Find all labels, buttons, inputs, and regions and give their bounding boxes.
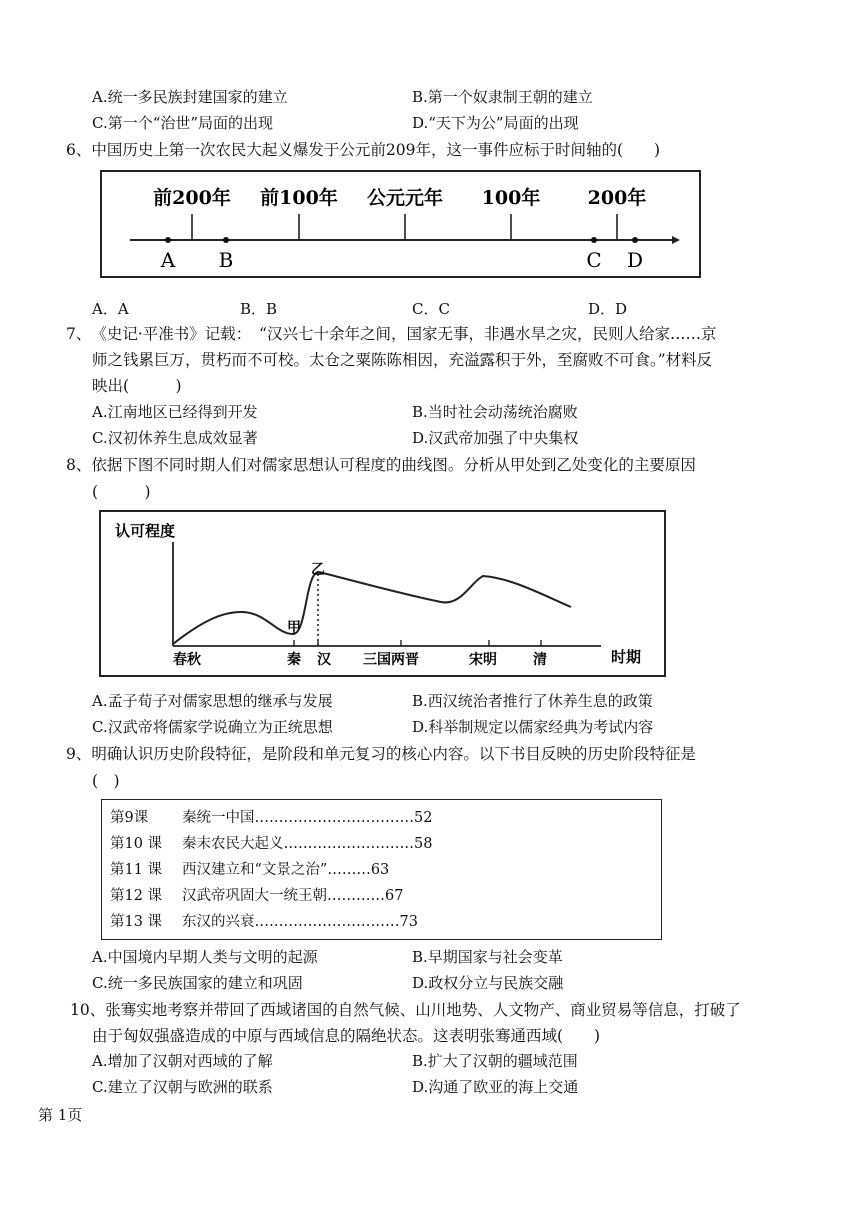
- point-label-c: C: [586, 248, 602, 272]
- q7-line2: 师之钱累巨万，贯朽而不可校。太仓之粟陈陈相因，充溢露积于外，至腐败不可食。”材料反: [92, 351, 713, 369]
- q7-option-d: D.汉武帝加强了中央集权: [412, 429, 579, 447]
- q8-option-d: D.科举制规定以儒家经典为考试内容: [412, 718, 654, 736]
- q6-option-b: B．B: [240, 300, 278, 318]
- q9-line1: 9、明确认识历史阶段特征，是阶段和单元复习的核心内容。以下书目反映的历史阶段特征是: [66, 745, 696, 763]
- period-label-3: 三国两晋: [363, 652, 419, 668]
- tick-label-2: 公元元年: [366, 187, 444, 209]
- x-axis-label: 时期: [611, 648, 642, 666]
- point-d: [632, 237, 638, 243]
- q9-toc-box: [101, 799, 662, 940]
- q6-stem: 6、中国历史上第一次农民大起义爆发于公元前209年，这一事件应标于时间轴的( ): [66, 141, 661, 159]
- q7-option-b: B.当时社会动荡统治腐败: [412, 403, 578, 421]
- q8-line1: 8、依据下图不同时期人们对儒家思想认可程度的曲线图。分析从甲处到乙处变化的主要原因: [66, 456, 696, 474]
- point-a: [165, 237, 171, 243]
- q8-curve-svg: [101, 512, 664, 675]
- q9-option-b: B.早期国家与社会变革: [412, 948, 563, 966]
- point-b: [223, 237, 229, 243]
- tick-label-1: 前100年: [260, 187, 338, 209]
- q6-option-d: D．D: [588, 300, 628, 318]
- point-c: [591, 237, 597, 243]
- q6-option-a: A．A: [92, 300, 129, 318]
- tick-label-0: 前200年: [153, 187, 231, 209]
- point-label-b: B: [218, 248, 234, 272]
- q8-option-b: B.西汉统治者推行了休养生息的政策: [412, 692, 653, 710]
- q10-option-b: B.扩大了汉朝的疆域范围: [412, 1052, 578, 1070]
- q5-option-b: B.第一个奴隶制王朝的建立: [412, 88, 593, 106]
- q8-curve-figure: [99, 510, 666, 677]
- timeline-svg: [102, 172, 699, 276]
- period-label-2: 汉: [317, 652, 331, 668]
- q10-line2: 由于匈奴强盛造成的中原与西域信息的隔绝状态。这表明张骞通西域( ): [92, 1027, 601, 1045]
- q10-option-c: C.建立了汉朝与欧洲的联系: [92, 1078, 273, 1096]
- toc-row: 第11 课 西汉建立和“文景之治”………63: [110, 862, 390, 878]
- q7-option-c: C.汉初休养生息成效显著: [92, 429, 258, 447]
- q5-option-a: A.统一多民族封建国家的建立: [92, 88, 288, 106]
- point-label-a: A: [160, 248, 176, 272]
- period-label-4: 宋明: [469, 652, 497, 668]
- q8-option-c: C.汉武帝将儒家学说确立为正统思想: [92, 718, 333, 736]
- q9-option-c: C.统一多民族国家的建立和巩固: [92, 974, 303, 992]
- page-number: 第 1页: [38, 1106, 83, 1124]
- q10-option-d: D.沟通了欧亚的海上交通: [412, 1078, 579, 1096]
- q8-line2: ( ): [92, 483, 151, 501]
- q5-option-c: C.第一个“治世”局面的出现: [92, 114, 274, 132]
- q9-option-a: A.中国境内早期人类与文明的起源: [92, 948, 318, 966]
- q10-line1: 10、张骞实地考察并带回了西域诸国的自然气候、山川地势、人文物产、商业贸易等信息，打破了: [70, 1001, 741, 1019]
- q5-option-d: D.“天下为公”局面的出现: [412, 114, 579, 132]
- toc-row: 第10 课 秦末农民大起义………………………58: [110, 836, 433, 852]
- q7-line1: 7、 《史记·平准书》记载： “汉兴七十余年之间，国家无事，非遇水旱之灾，民则人给家……京: [66, 325, 717, 343]
- q9-line2: ( ): [92, 772, 120, 790]
- period-label-1: 秦: [287, 652, 301, 668]
- q9-option-d: D.政权分立与民族交融: [412, 974, 564, 992]
- acceptance-curve: [173, 572, 571, 644]
- point-label-d: D: [626, 248, 644, 272]
- toc-row: 第13 课 东汉的兴衰…………………………73: [110, 914, 418, 930]
- q8-option-a: A.孟子荀子对儒家思想的继承与发展: [92, 692, 333, 710]
- q7-line3: 映出( ): [92, 377, 182, 395]
- tick-label-4: 200年: [587, 187, 647, 209]
- period-label-0: 春秋: [173, 652, 201, 668]
- tick-label-3: 100年: [481, 187, 541, 209]
- mark-jia: 甲: [287, 620, 301, 636]
- toc-row: 第9课 秦统一中国……………………………52: [110, 810, 433, 826]
- period-label-5: 清: [533, 652, 547, 668]
- y-axis-label: 认可程度: [115, 522, 176, 540]
- q6-option-c: C．C: [412, 300, 450, 318]
- timeline-figure: [100, 170, 701, 278]
- q7-option-a: A.江南地区已经得到开发: [92, 403, 258, 421]
- toc-row: 第12 课 汉武帝巩固大一统王朝…………67: [110, 888, 404, 904]
- q10-option-a: A.增加了汉朝对西域的了解: [92, 1052, 273, 1070]
- mark-yi: 乙: [311, 562, 325, 578]
